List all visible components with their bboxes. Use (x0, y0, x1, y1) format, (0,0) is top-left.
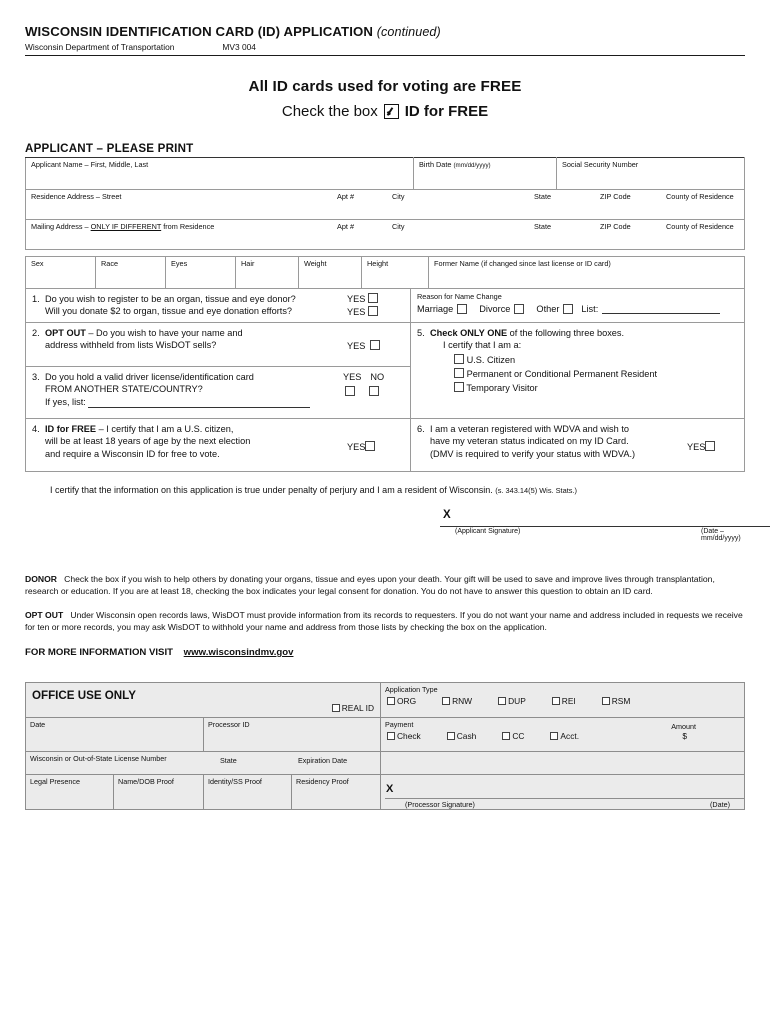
q5-temporary-visitor-checkbox[interactable] (454, 382, 464, 392)
q4-yes-label: YES (347, 442, 366, 453)
residence-address-row[interactable] (25, 190, 745, 220)
q3-no-checkbox[interactable] (369, 386, 379, 396)
q3-line1: Do you hold a valid driver license/identification card (45, 372, 254, 383)
mailing-zip-label: ZIP Code (600, 222, 631, 231)
mailing-address-row[interactable] (25, 220, 745, 250)
payment-cash[interactable] (447, 731, 477, 741)
birth-date-label: Birth Date (mm/dd/yyyy) (419, 160, 491, 169)
q3-number: 3. (32, 372, 40, 383)
donor-note-heading: DONOR (25, 574, 57, 585)
eyes-label: Eyes (171, 259, 188, 268)
q1-yes2-label: YES (347, 307, 366, 318)
app-type-rnw-label: RNW (452, 696, 473, 707)
amount-symbol: $ (682, 731, 687, 742)
app-type-rei-checkbox[interactable] (552, 697, 560, 705)
donor-note-body: Check the box if you wish to help others by donating your organs, tissue and eyes upon your death. Your gift will be used to save and improve lives through transplantation, research or education. If you are at least 18, checking the box indicates your legal consent for donation. You do not have to answer this question to obtain an ID card. (25, 574, 715, 597)
processor-id-label: Processor ID (208, 720, 250, 730)
race-label: Race (101, 259, 119, 268)
q1-donor-checkbox[interactable] (368, 293, 378, 303)
payment-cash-checkbox[interactable] (447, 732, 455, 740)
question-3 (26, 367, 410, 419)
q2-line1: – Do you wish to have your name and (85, 328, 243, 339)
form-title-continued: (continued) (376, 25, 441, 39)
app-type-rsm-checkbox[interactable] (602, 697, 610, 705)
q5-number: 5. (417, 328, 425, 339)
height-label: Height (367, 259, 389, 268)
payment-label: Payment (385, 720, 414, 730)
office-row-type (26, 683, 744, 718)
name-change-list-label: List: (581, 304, 599, 314)
license-expiration-label: Expiration Date (298, 756, 348, 766)
q4-bold: ID for FREE (45, 424, 97, 435)
q2-yes-label: YES (347, 341, 366, 352)
applicant-date-caption: (Date – mm/dd/yyyy) (701, 528, 741, 543)
name-change-divorce-checkbox[interactable] (514, 304, 524, 314)
office-use-section (25, 682, 745, 810)
agency-name: Wisconsin Department of Transportation (25, 42, 175, 52)
mailing-address-label: Mailing Address – ONLY IF DIFFERENT from Residence (31, 222, 215, 231)
q1-yes1-label: YES (347, 294, 366, 304)
questions-row-2 (26, 323, 744, 471)
app-type-rnw-checkbox[interactable] (442, 697, 450, 705)
license-state-label: State (220, 756, 237, 766)
q5-rest: of the following three boxes. (507, 328, 625, 339)
name-change-other-label: Other (536, 304, 560, 314)
payment-check[interactable] (387, 731, 421, 741)
donor-note (25, 573, 745, 597)
office-row-license (26, 752, 744, 775)
birth-date-field[interactable] (414, 158, 557, 190)
applicant-name-row (25, 157, 745, 190)
q6-number: 6. (417, 424, 425, 435)
q5-bold: Check ONLY ONE (430, 328, 508, 339)
payment-cc-label: CC (512, 731, 525, 742)
q2-bold: OPT OUT (45, 328, 86, 339)
office-date-label: Date (30, 720, 46, 730)
page-title (25, 24, 745, 39)
q4-line2: will be at least 18 years of age by the next election (45, 436, 251, 447)
legal-presence-cell[interactable] (26, 775, 114, 809)
questions-left-column (26, 323, 411, 471)
name-change-marriage-label: Marriage (417, 304, 454, 314)
processor-id-cell[interactable] (204, 718, 381, 751)
applicant-name-label: Applicant Name – First, Middle, Last (31, 160, 149, 169)
opt-out-note-body: Under Wisconsin open records laws, WisDOT must provide information from its records to requesters. If you do not want your name and address included in requests we receive for ten or more records, you may ask WisDOT to withhold your name and address from those lists by checking the box on the application. (25, 609, 743, 632)
q2-line2: address withheld from lists WisDOT sells? (45, 340, 217, 351)
name-change-other-checkbox[interactable] (563, 304, 573, 314)
q6-yes-label: YES (687, 442, 706, 453)
applicant-name-field[interactable] (26, 158, 414, 190)
q1-line2: Will you donate $2 to organ, tissue and eye donation efforts? (45, 306, 293, 317)
legal-presence-label: Legal Presence (30, 777, 80, 787)
q5-sub: I certify that I am a: (443, 340, 522, 351)
informational-notes (25, 573, 745, 658)
processor-signature-caption: (Processor Signature) (405, 800, 475, 810)
payment-acct-label: Acct. (560, 731, 580, 742)
processor-signature-x-mark: X (386, 783, 394, 796)
application-type-label: Application Type (385, 685, 438, 695)
office-row-payment (26, 718, 744, 752)
banner-check-tail: ID for FREE (404, 103, 489, 120)
mailing-apt-label: Apt # (337, 222, 355, 231)
height-field[interactable] (362, 257, 429, 289)
mailing-state-label: State (534, 222, 552, 231)
identity-ss-proof-label: Identity/SS Proof (208, 777, 262, 787)
processor-date-caption: (Date) (710, 800, 730, 810)
race-field[interactable] (96, 257, 166, 289)
payment-acct-checkbox[interactable] (550, 732, 558, 740)
q3-yes-checkbox[interactable] (345, 386, 355, 396)
sex-label: Sex (31, 259, 44, 268)
name-change-reason (411, 289, 744, 322)
q4-line1: – I certify that I am a U.S. citizen, (96, 424, 234, 435)
app-type-org[interactable] (387, 696, 416, 706)
residence-county-label: County of Residence (666, 192, 734, 201)
q1-number: 1. (32, 294, 40, 304)
header-divider (25, 55, 745, 56)
residence-city-label: City (392, 192, 405, 201)
sex-field[interactable] (26, 257, 96, 289)
name-dob-proof-cell[interactable] (114, 775, 204, 809)
certification-statement (25, 485, 745, 495)
app-type-rsm-label: RSM (611, 696, 631, 707)
hair-field[interactable] (236, 257, 299, 289)
applicant-signature-area (25, 509, 745, 551)
payment-cc-checkbox[interactable] (502, 732, 510, 740)
license-number-label: Wisconsin or Out-of-State License Number (30, 754, 167, 764)
office-title-cell (26, 683, 381, 717)
applicant-section (25, 142, 745, 472)
applicant-signature-input[interactable] (440, 526, 770, 527)
name-change-divorce-label: Divorce (479, 304, 511, 314)
q1-line1: Do you wish to register to be an organ, tissue and eye donor? (45, 294, 296, 304)
name-change-list-input[interactable] (602, 304, 720, 314)
signature-x-mark: X (443, 509, 451, 522)
applicant-signature-caption: (Applicant Signature) (455, 528, 521, 536)
processor-signature-cell[interactable] (381, 775, 744, 809)
ssn-field[interactable] (557, 158, 745, 190)
former-name-label: Former Name (if changed since last license or ID card) (434, 259, 611, 268)
id-for-free-checkbox[interactable] (384, 104, 399, 119)
mailing-city-label: City (392, 222, 405, 231)
payment-cash-label: Cash (456, 731, 477, 742)
q6-line2: have my veteran status indicated on my ID Card. (430, 436, 629, 447)
q6-line3: (DMV is required to verify your status with WDVA.) (430, 448, 636, 459)
payment-cc[interactable] (502, 731, 524, 741)
form-number: MV3 004 (222, 42, 256, 52)
payment-acct[interactable] (550, 731, 579, 741)
q5-option-2: Temporary Visitor (466, 382, 538, 393)
q3-yes-label: YES (343, 372, 362, 383)
question-1 (26, 289, 411, 322)
q5-option-0: U.S. Citizen (466, 354, 516, 365)
ssn-label: Social Security Number (562, 160, 639, 169)
real-id-checkbox[interactable] (332, 704, 340, 712)
app-type-dup[interactable] (498, 696, 526, 706)
q6-line1: I am a veteran registered with WDVA and wish to (430, 424, 629, 435)
form-title-text: WISCONSIN IDENTIFICATION CARD (ID) APPLICATION (25, 24, 373, 39)
name-change-label: Reason for Name Change (417, 292, 502, 301)
opt-out-note-heading: OPT OUT (25, 609, 64, 620)
q4-number: 4. (32, 424, 40, 435)
dmv-website-link[interactable]: www.wisconsindmv.gov (183, 647, 294, 659)
payment-check-label: Check (397, 731, 421, 742)
q1-donate-checkbox[interactable] (368, 306, 378, 316)
more-information-line (25, 647, 745, 658)
q5-option-1: Permanent or Conditional Permanent Resident (466, 368, 658, 379)
license-blank-cell (381, 752, 744, 774)
mailing-county-label: County of Residence (666, 222, 734, 231)
real-id-option[interactable] (332, 703, 374, 713)
payment-cell (381, 718, 744, 751)
q3-line2: FROM ANOTHER STATE/COUNTRY? (45, 384, 203, 395)
app-type-dup-label: DUP (508, 696, 526, 707)
weight-label: Weight (304, 259, 327, 268)
office-date-cell[interactable] (26, 718, 204, 751)
certification-citation: (s. 343.14(5) Wis. Stats.) (495, 486, 577, 496)
question-4 (26, 419, 410, 471)
residence-address-label: Residence Address – Street (31, 192, 122, 201)
application-type-options (381, 694, 744, 706)
app-type-rei[interactable] (552, 696, 576, 706)
app-type-org-checkbox[interactable] (387, 697, 395, 705)
name-change-marriage-checkbox[interactable] (457, 304, 467, 314)
certification-text: I certify that the information on this application is true under penalty of perjury and I am a resident of Wisconsin. (50, 485, 493, 496)
q2-number: 2. (32, 328, 40, 339)
office-row-proofs (26, 775, 744, 809)
app-type-org-label: ORG (397, 696, 417, 707)
app-type-rei-label: REI (561, 696, 576, 707)
name-dob-proof-label: Name/DOB Proof (118, 777, 174, 787)
real-id-label: REAL ID (341, 703, 374, 714)
app-type-rnw[interactable] (442, 696, 472, 706)
amount-label: Amount (671, 722, 696, 732)
questions-grid (25, 289, 745, 472)
residency-proof-label: Residency Proof (296, 777, 349, 787)
opt-out-note (25, 609, 745, 633)
q4-line3: and require a Wisconsin ID for free to vote. (45, 448, 220, 459)
question-5 (411, 323, 744, 419)
demographics-row (25, 256, 745, 289)
q3-no-label: NO (370, 372, 385, 383)
questions-row-1 (26, 289, 744, 323)
applicant-section-title: APPLICANT – PLEASE PRINT (25, 142, 194, 155)
residence-zip-label: ZIP Code (600, 192, 631, 201)
questions-right-column (411, 323, 744, 471)
banner-headline: All ID cards used for voting are FREE (248, 78, 522, 95)
question-6 (411, 419, 744, 471)
banner-check-lead: Check the box (281, 103, 378, 120)
eyes-field[interactable] (166, 257, 236, 289)
visit-label: FOR MORE INFORMATION VISIT (25, 647, 173, 659)
former-name-field[interactable] (429, 257, 745, 289)
identity-ss-proof-cell[interactable] (204, 775, 292, 809)
payment-check-checkbox[interactable] (387, 732, 395, 740)
question-2 (26, 323, 410, 367)
q4-free-id-checkbox[interactable] (365, 441, 375, 451)
q2-optout-checkbox[interactable] (370, 340, 380, 350)
office-use-title: OFFICE USE ONLY (32, 689, 136, 703)
app-type-dup-checkbox[interactable] (498, 697, 506, 705)
q3-list-input[interactable] (88, 397, 310, 408)
application-type-cell (381, 683, 744, 717)
residence-apt-label: Apt # (337, 192, 355, 201)
q6-veteran-checkbox[interactable] (705, 441, 715, 451)
weight-field[interactable] (299, 257, 362, 289)
q5-us-citizen-checkbox[interactable] (454, 354, 464, 364)
residency-proof-cell[interactable] (292, 775, 381, 809)
hair-label: Hair (241, 259, 255, 268)
q5-permanent-resident-checkbox[interactable] (454, 368, 464, 378)
residence-state-label: State (534, 192, 552, 201)
banner-checkline (25, 103, 745, 120)
app-type-rsm[interactable] (602, 696, 631, 706)
agency-line (25, 42, 745, 52)
license-number-cell[interactable] (26, 752, 381, 774)
free-id-banner (25, 78, 745, 120)
form-header (25, 24, 745, 56)
q3-line3: If yes, list: (45, 396, 86, 407)
